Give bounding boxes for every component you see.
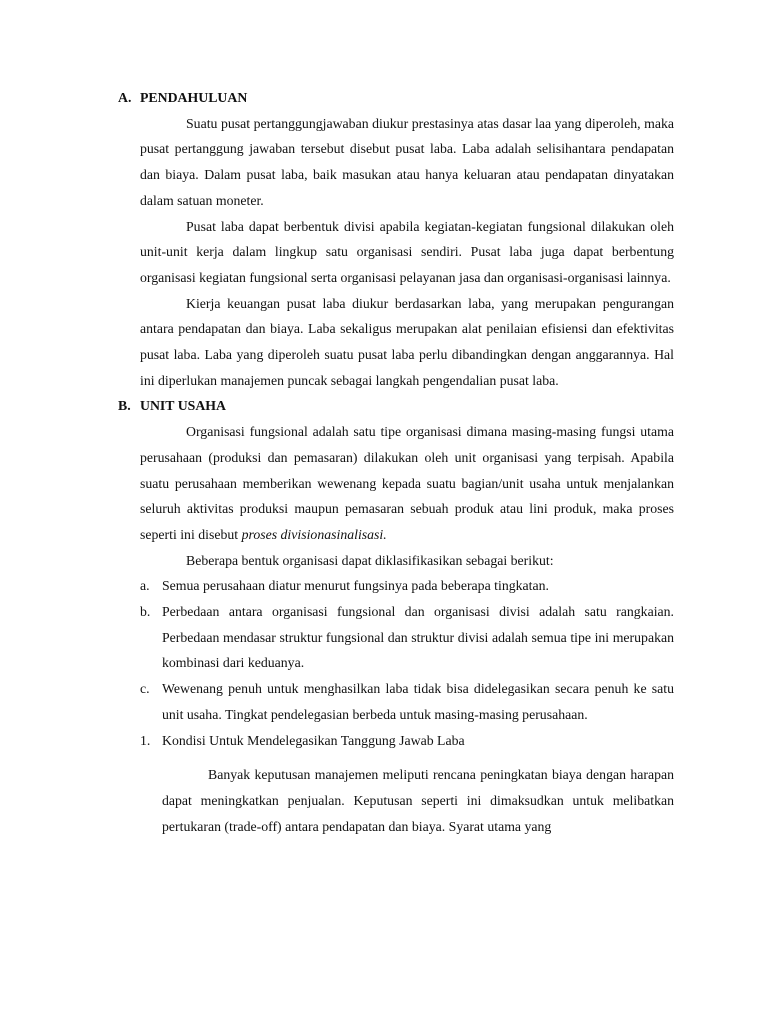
section-b-title: UNIT USAHA <box>140 398 226 414</box>
list-item <box>140 573 674 599</box>
section-b-heading <box>118 393 674 419</box>
section-a-letter: A. <box>118 90 132 105</box>
list-item-text: Semua perusahaan diatur menurut fungsinya pada beberapa tingkatan. <box>162 578 549 594</box>
section-b-intro-italic: proses divisionasinalisasi. <box>241 526 387 542</box>
list-item <box>140 599 674 676</box>
list-item-marker: c. <box>140 681 150 697</box>
list-item <box>140 676 674 727</box>
subsection-title: Kondisi Untuk Mendelegasikan Tanggung Jawab Laba <box>162 732 465 748</box>
list-item-marker: b. <box>140 604 151 620</box>
section-a-paragraph-2: Pusat laba dapat berbentuk divisi apabila kegiatan-kegiatan fungsional dilakukan oleh unit-unit kerja dalam lingkup satu organisasi sendiri. Pusat laba juga dapat berbentung organisasi kegiatan fungsional serta organisasi pelayanan jasa dan organisasi-organisasi lainnya. <box>140 218 674 285</box>
section-a-paragraph-1: Suatu pusat pertanggungjawaban diukur prestasinya atas dasar laa yang diperoleh, maka pusat pertanggung jawaban tersebut disebut pusat laba. Laba adalah selisihantara pendapatan dan biaya. Dalam pusat laba, baik masukan atau hanya keluaran atau pendapatan dinyatakan dalam satuan moneter. <box>140 115 674 208</box>
list-item-text: Perbedaan antara organisasi fungsional dan organisasi divisi adalah satu rangkaian. Perbedaan mendasar struktur fungsional dan struktur divisi adalah semua tipe ini merupakan kombinasi dari keduanya. <box>162 604 674 671</box>
section-a-title: PENDAHULUAN <box>140 90 248 105</box>
subsection-marker: 1. <box>140 732 151 748</box>
list-item-marker: a. <box>140 578 150 594</box>
document-body <box>118 85 674 839</box>
section-b-intro-paragraph <box>140 419 674 548</box>
subsection-heading <box>140 728 674 754</box>
section-a-paragraph-3: Kierja keuangan pusat laba diukur berdasarkan laba, yang merupakan pengurangan antara pendapatan dan biaya. Laba sekaligus merupakan alat penilaian efisiensi dan efektivitas pusat laba. Laba yang diperoleh suatu pusat laba perlu dibandingkan dengan anggarannya. Hal ini diperlukan manajemen puncak sebagai langkah pengendalian pusat laba. <box>140 295 674 388</box>
subsection-paragraph: Banyak keputusan manajemen meliputi rencana peningkatan biaya dengan harapan dapat meningkatkan penjualan. Keputusan seperti ini dimaksudkan untuk melibatkan pertukaran (trade-off) antara pendapatan dan biaya. Syarat utama yang <box>162 767 674 834</box>
section-b-intro-text: Organisasi fungsional adalah satu tipe organisasi dimana masing-masing fungsi utama perusahaan (produksi dan pemasaran) dilakukan oleh unit organisasi yang terpisah. Apabila suatu perusahaan memberikan wewenang kepada suatu bagian/unit usaha untuk menjalankan seluruh aktivitas produksi maupun pemasaran sebuah produk atau lini produk, maka proses seperti ini disebut <box>140 424 674 542</box>
section-a-heading <box>118 85 674 111</box>
classification-list <box>140 573 674 727</box>
section-b-list-intro: Beberapa bentuk organisasi dapat diklasifikasikan sebagai berikut: <box>186 552 554 568</box>
section-b-letter: B. <box>118 398 131 414</box>
list-item-text: Wewenang penuh untuk menghasilkan laba tidak bisa didelegasikan secara penuh ke satu unit usaha. Tingkat pendelegasian berbeda untuk masing-masing perusahaan. <box>162 681 674 722</box>
